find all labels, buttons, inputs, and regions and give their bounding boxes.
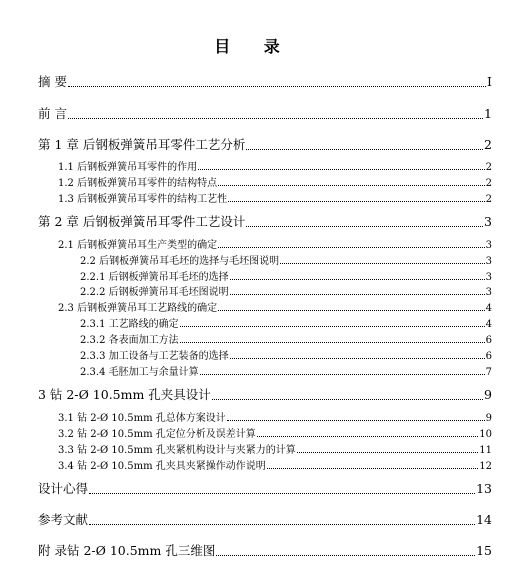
toc-label: 3.2 钻 2-Ø 10.5mm 孔定位分析及误差计算 xyxy=(58,429,256,440)
toc-entry-2-2-2[interactable] xyxy=(80,283,492,298)
toc-entry-chapter-3[interactable] xyxy=(38,385,492,403)
toc-leader xyxy=(198,169,485,170)
toc-leader xyxy=(280,263,485,264)
toc-leader xyxy=(228,201,485,202)
toc-label: 3.3 钻 2-Ø 10.5mm 孔夹紧机构设计与夹紧力的计算 xyxy=(58,445,296,456)
toc-label: 3.1 钻 2-Ø 10.5mm 孔总体方案设计 xyxy=(58,413,226,424)
toc-page: 15 xyxy=(476,543,492,558)
toc-label: 2.3.3 加工设备与工艺装备的选择 xyxy=(80,351,229,362)
toc-entry-1-3[interactable] xyxy=(58,190,492,205)
toc-label: 附 录钻 2-Ø 10.5mm 孔三维图 xyxy=(38,543,216,558)
toc-label: 2.2.1 后钢板弹簧吊耳毛坯的选择 xyxy=(80,272,229,283)
toc-page: 3 xyxy=(484,214,492,229)
toc-entry-design-notes[interactable] xyxy=(38,479,492,497)
toc-leader xyxy=(180,342,485,343)
page-title: 目 录 xyxy=(214,37,294,56)
toc-entry-3-3[interactable] xyxy=(58,441,492,456)
toc-entry-chapter-2[interactable] xyxy=(38,212,492,230)
toc-entry-2-1[interactable] xyxy=(58,236,492,251)
toc-label: 3.4 钻 2-Ø 10.5mm 孔夹具夹紧操作动作说明 xyxy=(58,461,266,472)
toc-entry-abstract[interactable] xyxy=(38,72,492,90)
toc-leader xyxy=(218,247,485,248)
toc-leader xyxy=(230,279,485,280)
toc-entry-2-3-3[interactable] xyxy=(80,347,492,362)
toc-entry-2-3-4[interactable] xyxy=(80,363,492,378)
toc-label: 2.3.1 工艺路线的确定 xyxy=(80,319,179,330)
toc-page: 6 xyxy=(485,335,492,346)
toc-page: 3 xyxy=(485,272,492,283)
toc-label: 2.2 后钢板弹簧吊耳毛坯的选择与毛坯图说明 xyxy=(80,256,280,267)
toc-page: 3 xyxy=(485,240,492,251)
toc-label: 1.1 后钢板弹簧吊耳零件的作用 xyxy=(58,162,198,173)
toc-label: 2.2.2 后钢板弹簧吊耳毛坯图说明 xyxy=(80,287,229,298)
toc-label: 第 2 章 后钢板弹簧吊耳零件工艺设计 xyxy=(38,214,246,229)
toc-entry-3-1[interactable] xyxy=(58,409,492,424)
toc-page: 7 xyxy=(485,367,492,378)
toc-label: 第 1 章 后钢板弹簧吊耳零件工艺分析 xyxy=(38,137,246,152)
toc-page: 1 xyxy=(484,106,492,121)
toc-entry-2-3[interactable] xyxy=(58,299,492,314)
toc-leader xyxy=(297,452,478,453)
toc-label: 1.2 后钢板弹簧吊耳零件的结构特点 xyxy=(58,178,218,189)
toc-page: I xyxy=(487,74,492,89)
toc-entry-appendix[interactable] xyxy=(38,541,492,559)
toc-entry-preface[interactable] xyxy=(38,104,492,122)
toc-label: 2.3 后钢板弹簧吊耳工艺路线的确定 xyxy=(58,303,218,314)
toc-leader xyxy=(227,420,485,421)
toc-entry-2-2-1[interactable] xyxy=(80,268,492,283)
toc-leader xyxy=(89,493,475,494)
toc-label: 1.3 后钢板弹簧吊耳零件的结构工艺性 xyxy=(58,194,228,205)
toc-entry-references[interactable] xyxy=(38,510,492,528)
toc-leader xyxy=(212,399,483,400)
toc-entry-1-1[interactable] xyxy=(58,158,492,173)
toc-leader xyxy=(257,436,478,437)
toc-entry-chapter-1[interactable] xyxy=(38,135,492,153)
toc-entry-2-2[interactable] xyxy=(80,252,492,267)
toc-leader xyxy=(267,468,478,469)
toc-page: 4 xyxy=(485,303,492,314)
toc-label: 2.1 后钢板弹簧吊耳生产类型的确定 xyxy=(58,240,218,251)
toc-entry-3-4[interactable] xyxy=(58,457,492,472)
toc-page: 9 xyxy=(485,413,492,424)
toc-page: 6 xyxy=(485,351,492,362)
toc-page: 10 xyxy=(479,429,492,440)
toc-page: 13 xyxy=(476,481,492,496)
toc-page: 12 xyxy=(479,461,492,472)
toc-page: 4 xyxy=(485,319,492,330)
toc-label: 前 言 xyxy=(38,106,67,121)
toc-page: 14 xyxy=(476,512,492,527)
toc-entry-2-3-1[interactable] xyxy=(80,315,492,330)
toc-leader xyxy=(230,294,485,295)
toc-page: 11 xyxy=(479,445,492,456)
toc-page: 3 xyxy=(485,287,492,298)
toc-leader xyxy=(68,86,486,87)
toc-label: 2.3.4 毛胚加工与余量计算 xyxy=(80,367,199,378)
toc-leader xyxy=(218,310,485,311)
toc-page: 2 xyxy=(484,137,492,152)
toc-entry-2-3-2[interactable] xyxy=(80,331,492,346)
toc-page: 2 xyxy=(485,194,492,205)
toc-entry-3-2[interactable] xyxy=(58,425,492,440)
toc-leader xyxy=(246,149,483,150)
toc-leader xyxy=(180,326,485,327)
toc-leader xyxy=(68,118,483,119)
toc-label: 2.3.2 各表面加工方法 xyxy=(80,335,179,346)
toc-leader xyxy=(230,358,485,359)
toc-label: 设计心得 xyxy=(38,481,89,496)
toc-page: 2 xyxy=(485,162,492,173)
toc-label: 摘 要 xyxy=(38,74,67,89)
toc-leader xyxy=(89,524,475,525)
toc-leader xyxy=(200,374,485,375)
toc-leader xyxy=(216,555,475,556)
toc-page: 3 xyxy=(485,256,492,267)
toc-label: 参考文献 xyxy=(38,512,89,527)
toc-leader xyxy=(218,185,485,186)
toc-page: 2 xyxy=(485,178,492,189)
toc-leader xyxy=(246,226,483,227)
toc-label: 3 钻 2-Ø 10.5mm 孔夹具设计 xyxy=(38,387,211,402)
toc-entry-1-2[interactable] xyxy=(58,174,492,189)
toc-page: 9 xyxy=(484,387,492,402)
